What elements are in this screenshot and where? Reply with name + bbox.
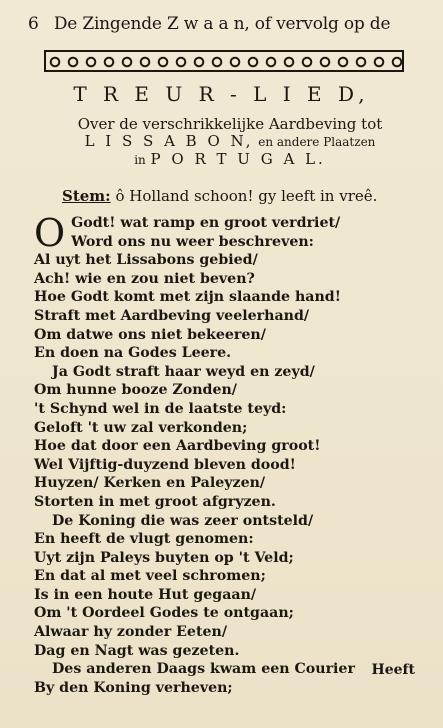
place-lissabon: L I S S A B O N, <box>84 132 254 150</box>
stem-text: ô Holland schoon! gy leeft in vreê. <box>115 187 378 205</box>
subtitle-line-2-rest: en andere Plaatzen <box>258 135 376 149</box>
ornamental-border <box>44 50 404 72</box>
verse-line: Ach! wie en zou niet beven? <box>34 270 255 287</box>
verse-line: Om 't Oordeel Godes te ontgaan; <box>34 605 294 622</box>
verse-line: Uyt zijn Paleys buyten op 't Veld; <box>34 549 294 566</box>
verse-line: De Koning die was zeer ontsteld/ <box>52 512 314 529</box>
verse-line: Word ons nu weer beschreven: <box>71 233 314 250</box>
verse-line: Is in een houte Hut gegaan/ <box>34 586 257 603</box>
running-title: De Zingende Z w a a n, of vervolg op de <box>53 14 391 34</box>
verse-line: Godt! wat ramp en groot verdriet/ <box>71 215 341 231</box>
verse-line: 't Schynd wel in de laatste teyd: <box>34 400 287 417</box>
subtitle-line-1: Over de verschrikkelijke Aardbeving tot <box>77 115 383 133</box>
verse-line: Om hunne booze Zonden/ <box>34 382 237 399</box>
tune-indication <box>62 187 377 205</box>
song-title: T R E U R - L I E D, <box>73 82 370 106</box>
verse-line: Huyzen/ Kerken en Paleyzen/ <box>34 475 266 492</box>
subtitle-in: in <box>134 153 146 167</box>
running-header <box>28 14 428 34</box>
song-subtitle <box>30 116 430 169</box>
drop-capital: O <box>34 211 66 255</box>
page-number: 6 <box>28 14 39 34</box>
verse-body <box>34 211 424 697</box>
verse-line: By den Koning verheven; <box>34 679 233 696</box>
verse-line: Om datwe ons niet bekeeren/ <box>34 326 266 343</box>
verse-line: Al uyt het Lissabons gebied/ <box>34 252 258 269</box>
verse-line: Storten in met groot afgryzen. <box>34 493 276 510</box>
stem-label: Stem: <box>62 187 111 205</box>
place-portugal: P O R T U G A L. <box>150 150 326 168</box>
verse-line: Hoe Godt komt met zijn slaande hand! <box>34 289 341 306</box>
verse-line: Des anderen Daags kwam een Courier <box>52 661 355 678</box>
verse-line: Geloft 't uw zal verkonden; <box>34 419 248 436</box>
verse-line: En doen na Godes Leere. <box>34 345 232 362</box>
verse-line: Hoe dat door een Aardbeving groot! <box>34 438 321 455</box>
verse-line: Dag en Nagt was gezeten. <box>34 642 240 659</box>
subtitle-line-3 <box>30 151 430 169</box>
verse-line: En dat al met veel schromen; <box>34 568 266 585</box>
verse-line: Ja Godt straft haar weyd en zeyd/ <box>52 363 315 380</box>
verse-line: Straft met Aardbeving veelerhand/ <box>34 307 310 324</box>
verse-line: En heeft de vlugt genomen: <box>34 531 254 548</box>
verse-line: Alwaar hy zonder Eeten/ <box>34 624 228 641</box>
catchword: Heeft <box>371 662 415 678</box>
verse-line: Wel Vijftig-duyzend bleven dood! <box>34 456 296 473</box>
subtitle-line-2 <box>30 133 430 151</box>
